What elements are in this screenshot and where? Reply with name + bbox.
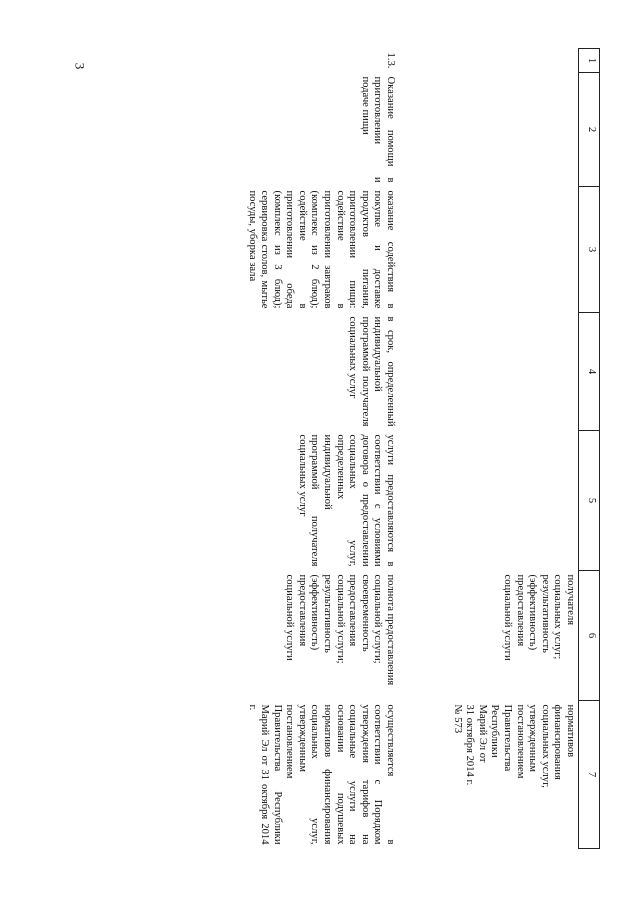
col-number-4: 4 (579, 313, 600, 431)
service-term-cell: в срок, определенный индивидуальной программой получателя социальных услуг (347, 316, 397, 427)
column-number-row (579, 49, 600, 849)
service-payment-cell: осуществляется в соответствии с Порядком утверждения тарифов на социальные услуги на основании подушевых нормативов финансирования социальных услуг, утвержденным постановлением Правительства Республики Марий Эл от 31 октября 2014 г. (246, 704, 397, 845)
col-number-2: 2 (579, 73, 600, 187)
col-number-3: 3 (579, 187, 600, 313)
rotated-table-page (80, 48, 600, 848)
row-number: 1.3. (385, 52, 397, 69)
service-conditions-cell: услуги предоставляются в соответствии с условиями договора о предоставлении социальных услуг, определенных индивидуальной программой получателя социальных услуг (296, 434, 397, 567)
continuation-payment-cell (448, 701, 578, 849)
col-number-7: 7 (579, 701, 600, 849)
service-quality-cell: полнота предоставления социальной услуги; своевременность предоставления социальной услуги; результативность (эффективность) предоставления социальной услуги (284, 574, 397, 686)
col-number-6: 6 (579, 571, 600, 701)
services-table (243, 48, 600, 849)
col-number-1: 1 (579, 49, 600, 73)
service-content-cell: оказание содействия в покупке и доставке продуктов питания, приготовлении пищи: содействие в приготовлении завтраков (комплекс из 2 блюд); содействие в приготовлении обеда (комплекс из 3 блюд); сервировка столов, мытье посуды, уборка зала (246, 190, 397, 309)
continuation-quality-cell (448, 571, 578, 701)
page-number: 3 (72, 62, 88, 70)
continuation-quality-text: получателя социальных услуг; результативность (эффективность) предоставления социальной услуги (502, 574, 576, 661)
continuation-row (448, 49, 578, 849)
col-number-5: 5 (579, 431, 600, 571)
continuation-payment-text: нормативов финансирования социальных услуг, утвержденным постановлением Правительства Республики Марий Эл от 31 октября 2014 г. № 573 (451, 704, 576, 788)
service-name-cell: Оказание помощи в приготовлении и подаче пищи (359, 76, 397, 183)
table-row-1-3 (243, 49, 398, 849)
